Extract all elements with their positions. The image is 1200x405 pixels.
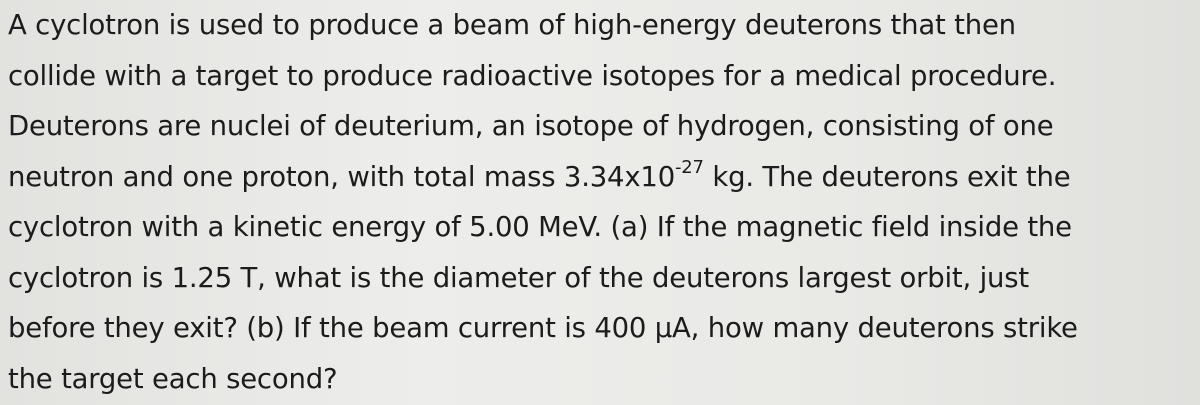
problem-line-8: the target each second? [8,362,338,395]
mass-value: neutron and one proton, with total mass 3.34x10 [8,160,675,193]
problem-line-3: Deuterons are nuclei of deuterium, an isotope of hydrogen, consisting of one [8,110,1054,142]
problem-line-6: cyclotron is 1.25 T, what is the diameter of the deuterons largest orbit, just [8,261,1029,294]
problem-line-2: collide with a target to produce radioactive isotopes for a medical procedure. [8,59,1057,92]
problem-text [8,0,1196,404]
problem-line-4 [8,152,1196,203]
problem-line-7: before they exit? (b) If the beam current is 400 µA, how many deuterons strike [8,312,1078,344]
mass-unit-text: kg. The deuterons exit the [703,160,1071,193]
mass-exponent: -27 [675,157,704,179]
problem-line-5: cyclotron with a kinetic energy of 5.00 MeV. (a) If the magnetic field inside the [8,211,1072,243]
problem-line-1: A cyclotron is used to produce a beam of high-energy deuterons that then [8,9,1016,41]
